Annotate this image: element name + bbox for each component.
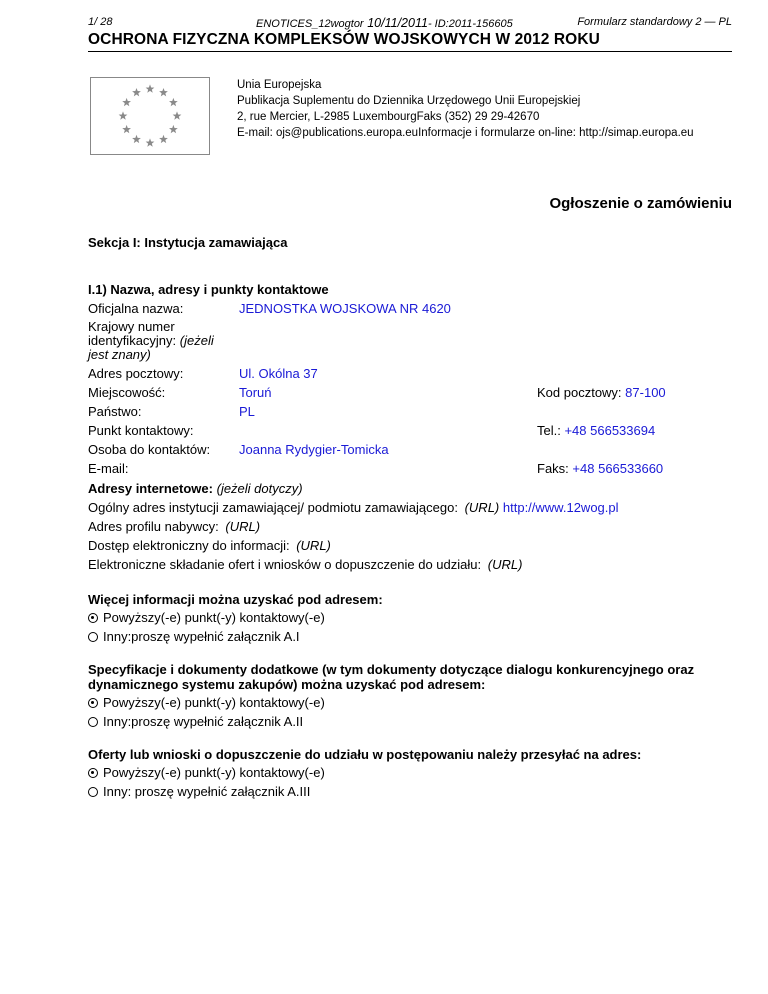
publisher-line-2: Publikacja Suplementu do Dziennika Urzędowego Unii Europejskiej [237,95,581,107]
internet-title-note: (jeżeli dotyczy) [216,481,303,496]
general-address-label: Ogólny adres instytucji zamawiającej/ podmiotu zamawiającego: [88,500,458,515]
radio-empty-icon[interactable] [88,717,98,727]
star-icon [146,84,155,92]
buyer-profile-tag: (URL) [225,519,261,534]
radio-selected-icon[interactable] [88,613,98,623]
national-id-label-1: Krajowy numer [88,319,175,334]
offers-option-1[interactable] [88,765,325,780]
star-icon [159,88,168,96]
fax-value: +48 566533660 [572,461,664,476]
eu-stars-icon [91,78,209,154]
more-info-title: Więcej informacji można uzyskać pod adresem: [88,592,383,607]
contact-person-value: Joanna Rydygier-Tomicka [239,442,389,457]
title-rule [88,51,732,52]
star-icon [132,88,141,96]
doc-id: ENOTICES_12wogtor [256,18,364,30]
email-label: E-mail: [88,461,129,476]
notice-title: Ogłoszenie o zamówieniu [549,195,732,212]
internet-title-text: Adresy internetowe: [88,481,213,496]
national-id-note-1: (jeżeli [179,333,214,348]
electronic-access-tag: (URL) [296,538,331,553]
offers-option-1-label: Powyższy(-e) punkt(-y) kontaktowy(-e) [103,765,325,780]
postal-code-label: Kod pocztowy: [537,385,622,400]
radio-empty-icon[interactable] [88,632,98,642]
offers-option-2-label: Inny: proszę wypełnić załącznik A.III [103,784,311,799]
eu-flag-logo [90,77,210,155]
star-icon [122,98,131,106]
country-label: Państwo: [88,404,142,419]
electronic-submission-label: Elektroniczne składanie ofert i wniosków o dopuszczenie do udziału: [88,557,482,572]
form-name: Formularz standardowy 2 — PL [577,16,732,28]
contact-person-label: Osoba do kontaktów: [88,442,211,457]
specs-title-line-2: dynamicznego systemu zakupów) można uzyskać pod adresem: [88,677,486,692]
phone [537,423,655,438]
star-icon [169,125,178,133]
general-url-link[interactable]: http://www.12wog.pl [502,500,619,515]
more-info-option-1[interactable] [88,610,325,625]
specs-option-2-label: Inny:proszę wypełnić załącznik A.II [103,714,304,729]
internet-title [88,481,303,496]
postal-code [537,385,666,400]
doc-date: 10/11/2011 [367,16,428,30]
publisher-line-3: 2, rue Mercier, L-2985 LuxembourgFaks (352) 29 29-42670 [237,111,540,123]
publisher-line-1: Unia Europejska [237,79,322,91]
fax [537,461,663,476]
country-value: PL [239,404,255,419]
postal-address-value: Ul. Okólna 37 [239,366,318,381]
star-icon [159,135,168,143]
official-name-label: Oficjalna nazwa: [88,301,184,316]
star-icon [146,138,155,146]
offers-title: Oferty lub wnioski o dopuszczenie do udziału w postępowaniu należy przesyłać na adres: [88,747,642,762]
national-id-note-2: jest znany) [88,347,151,362]
national-id-label-2 [88,333,214,348]
official-name-value: JEDNOSTKA WOJSKOWA NR 4620 [239,301,451,316]
more-info-option-2[interactable] [88,629,300,644]
star-icon [169,98,178,106]
star-icon [173,111,182,119]
star-icon [119,111,128,119]
buyer-profile-label: Adres profilu nabywcy: [88,519,219,534]
contact-point-label: Punkt kontaktowy: [88,423,194,438]
town-label: Miejscowość: [88,385,166,400]
radio-selected-icon[interactable] [88,698,98,708]
fax-label: Faks: [537,461,569,476]
radio-empty-icon[interactable] [88,787,98,797]
section-i1-title: I.1) Nazwa, adresy i punkty kontaktowe [88,282,329,297]
postal-address-label: Adres pocztowy: [88,366,184,381]
publisher-line-4: E-mail: ojs@publications.europa.euInformacje i formularze on-line: http://simap.europa.eu [237,127,694,139]
phone-value: +48 566533694 [564,423,656,438]
electronic-access [88,538,331,553]
page-number: 1/ 28 [88,16,113,28]
general-address [88,500,619,515]
specs-option-1[interactable] [88,695,325,710]
page-title: OCHRONA FIZYCZNA KOMPLEKSÓW WOJSKOWYCH W 2012 ROKU [88,31,600,48]
offers-option-2[interactable] [88,784,310,799]
star-icon [132,135,141,143]
electronic-access-label: Dostęp elektroniczny do informacji: [88,538,290,553]
specs-title-line-1: Specyfikacje i dokumenty dodatkowe (w tym dokumenty dotyczące dialogu konkurencyjnego oraz [88,662,695,677]
section-1-title: Sekcja I: Instytucja zamawiająca [88,235,288,250]
national-id-label-text: identyfikacyjny: [88,333,177,348]
radio-selected-icon[interactable] [88,768,98,778]
more-info-option-2-label: Inny:proszę wypełnić załącznik A.I [103,629,300,644]
specs-option-2[interactable] [88,714,303,729]
document-header [256,15,513,30]
doc-ref: - ID:2011-156605 [427,18,513,30]
electronic-submission [88,557,522,572]
phone-label: Tel.: [537,423,561,438]
postal-code-value: 87-100 [625,385,666,400]
town-value: Toruń [239,385,272,400]
general-url-tag: (URL) [464,500,500,515]
buyer-profile [88,519,260,534]
more-info-option-1-label: Powyższy(-e) punkt(-y) kontaktowy(-e) [103,610,325,625]
electronic-submission-tag: (URL) [487,557,523,572]
specs-option-1-label: Powyższy(-e) punkt(-y) kontaktowy(-e) [103,695,325,710]
star-icon [122,125,131,133]
